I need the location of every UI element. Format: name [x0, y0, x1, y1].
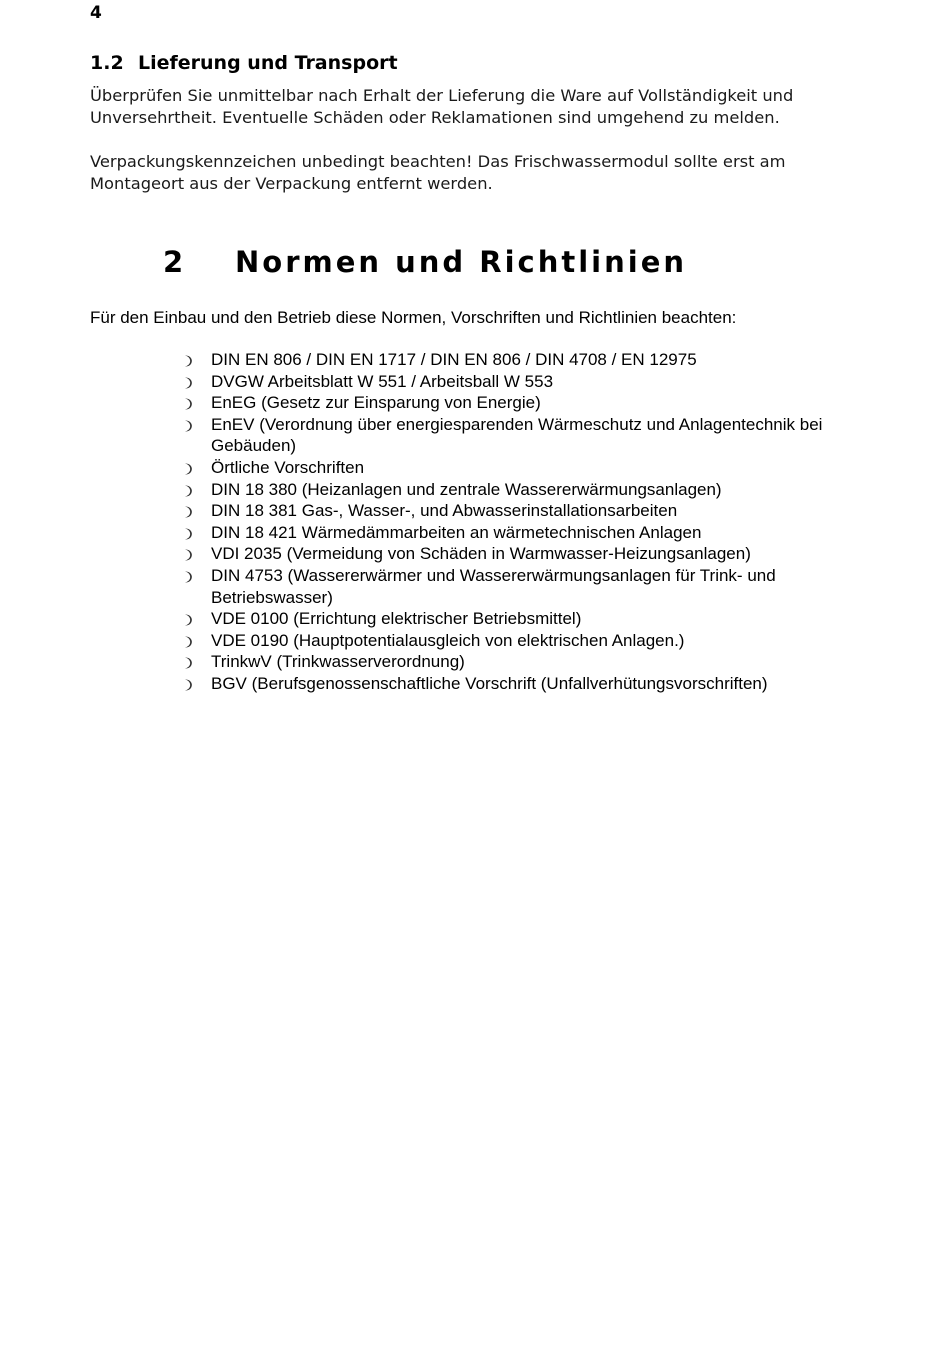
norm-item-text: VDI 2035 (Vermeidung von Schäden in Warmwasser-Heizungsanlagen)	[211, 544, 751, 564]
list-item	[180, 392, 870, 414]
norm-item-text: DVGW Arbeitsblatt W 551 / Arbeitsball W 553	[211, 371, 554, 391]
list-item	[180, 630, 870, 652]
crescent-bullet-icon	[182, 528, 194, 540]
page-number: 4	[90, 3, 102, 23]
norm-item-text: DIN 18 421 Wärmedämmarbeiten an wärmetechnischen Anlagen	[211, 522, 702, 542]
crescent-bullet-icon	[182, 355, 194, 367]
norms-intro: Für den Einbau und den Betrieb diese Normen, Vorschriften und Richtlinien beachten:	[90, 308, 737, 327]
list-item	[180, 479, 870, 501]
crescent-bullet-icon	[182, 657, 194, 669]
norm-item-text: DIN 18 380 (Heizanlagen und zentrale Wassererwärmungsanlagen)	[211, 479, 722, 499]
norms-list	[180, 349, 870, 695]
section-heading	[90, 52, 398, 74]
crescent-bullet-icon	[182, 679, 194, 691]
crescent-bullet-icon	[182, 420, 194, 432]
list-item	[180, 608, 870, 630]
list-item	[180, 651, 870, 673]
norm-item-text: DIN 4753 (Wassererwärmer und Wassererwärmungsanlagen für Trink- und Betriebswasser)	[211, 565, 776, 607]
norm-item-text: EnEG (Gesetz zur Einsparung von Energie)	[211, 393, 541, 413]
crescent-bullet-icon	[182, 636, 194, 648]
crescent-bullet-icon	[182, 614, 194, 626]
norm-item-text: VDE 0190 (Hauptpotentialausgleich von elektrischen Anlagen.)	[211, 630, 685, 650]
norm-item-text: VDE 0100 (Errichtung elektrischer Betriebsmittel)	[211, 609, 582, 629]
crescent-bullet-icon	[182, 571, 194, 583]
norm-item-text: Örtliche Vorschriften	[211, 457, 365, 477]
section-number: 1.2	[90, 52, 124, 74]
list-item	[180, 371, 870, 393]
crescent-bullet-icon	[182, 506, 194, 518]
list-item	[180, 565, 870, 608]
list-item	[180, 457, 870, 479]
list-item	[180, 414, 870, 457]
crescent-bullet-icon	[182, 377, 194, 389]
norm-item-text: BGV (Berufsgenossenschaftliche Vorschrift (Unfallverhütungsvorschriften)	[211, 673, 768, 693]
section-title: Lieferung und Transport	[138, 52, 398, 74]
crescent-bullet-icon	[182, 463, 194, 475]
crescent-bullet-icon	[182, 485, 194, 497]
norm-item-text: DIN 18 381 Gas-, Wasser-, und Abwasserinstallationsarbeiten	[211, 501, 678, 521]
list-item	[180, 500, 870, 522]
chapter-title: Normen und Richtlinien	[235, 245, 688, 279]
delivery-paragraph: Überprüfen Sie unmittelbar nach Erhalt der Lieferung die Ware auf Vollständigkeit und Unversehrtheit. Eventuelle Schäden oder Reklamationen sind umgehend zu melden.	[90, 86, 794, 127]
list-item	[180, 543, 870, 565]
crescent-bullet-icon	[182, 549, 194, 561]
packaging-paragraph: Verpackungskennzeichen unbedingt beachten! Das Frischwassermodul sollte erst am Montageort aus der Verpackung entfernt werden.	[90, 152, 786, 193]
list-item	[180, 673, 870, 695]
crescent-bullet-icon	[182, 398, 194, 410]
list-item	[180, 349, 870, 371]
chapter-heading	[163, 245, 687, 279]
norm-item-text: DIN EN 806 / DIN EN 1717 / DIN EN 806 / DIN 4708 / EN 12975	[211, 350, 697, 369]
list-item	[180, 522, 870, 544]
chapter-number: 2	[163, 245, 187, 279]
norm-item-text: EnEV (Verordnung über energiesparenden Wärmeschutz und Anlagentechnik bei Gebäuden)	[211, 414, 823, 456]
norm-item-text: TrinkwV (Trinkwasserverordnung)	[211, 652, 465, 672]
